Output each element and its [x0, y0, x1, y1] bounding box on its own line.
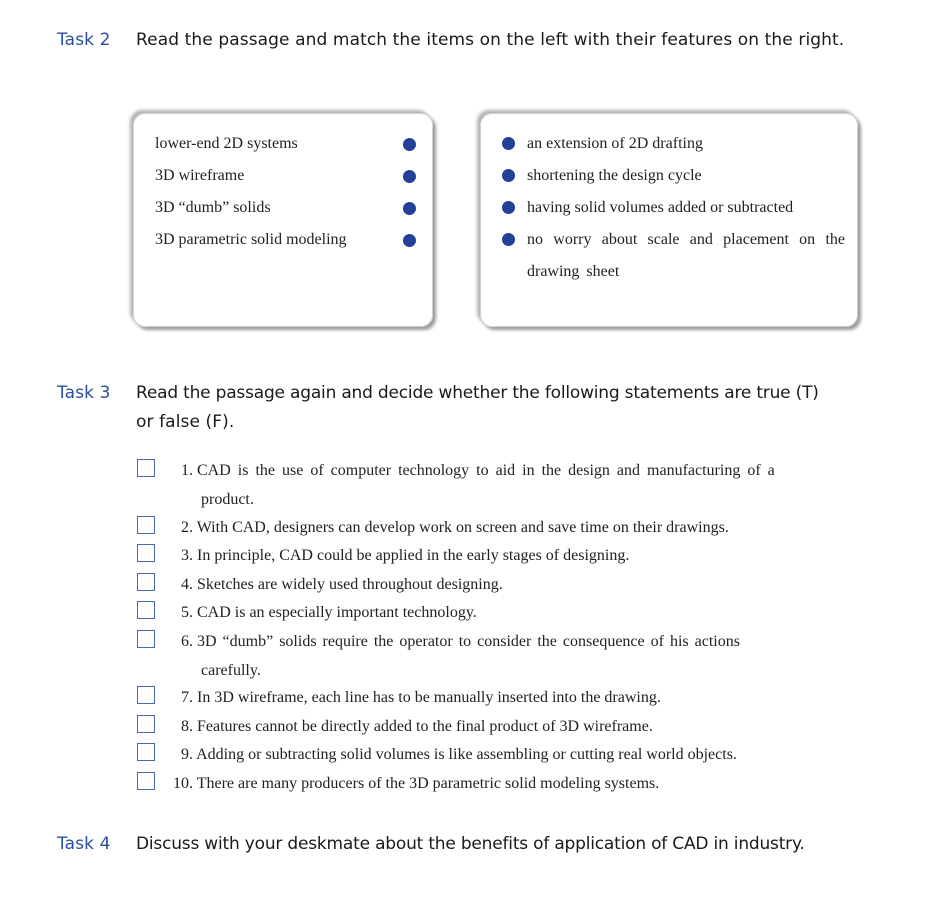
right-item: no worry about scale and placement on the drawing sheet [527, 231, 845, 280]
statement-number: 8. [181, 718, 193, 735]
match-dot-icon[interactable] [403, 170, 416, 183]
match-dot-icon[interactable] [502, 169, 515, 182]
statement-number: 5. [181, 604, 193, 621]
left-item: 3D parametric solid modeling [155, 231, 347, 248]
match-dot-icon[interactable] [502, 137, 515, 150]
tf-checkbox[interactable] [137, 772, 155, 790]
statement-body: 3D “dumb” solids require the operator to consider the consequence of his actions [197, 633, 740, 650]
task3-instruction [136, 379, 864, 437]
statement-number: 10. [173, 775, 193, 792]
right-item: shortening the design cycle [527, 167, 702, 184]
statement-body: In principle, CAD could be applied in the early stages of designing. [197, 547, 630, 564]
statement-body: With CAD, designers can develop work on screen and save time on their drawings. [196, 519, 729, 536]
left-item: 3D “dumb” solids [155, 199, 271, 216]
tf-checkbox[interactable] [137, 573, 155, 591]
statement-text [181, 571, 867, 600]
right-features-box [480, 113, 858, 327]
statement-text [181, 628, 867, 685]
statement-text [181, 599, 867, 628]
tf-checkbox[interactable] [137, 459, 155, 477]
tf-checkbox[interactable] [137, 743, 155, 761]
statement-body: Features cannot be directly added to the final product of 3D wireframe. [197, 718, 653, 735]
match-dot-icon[interactable] [403, 234, 416, 247]
statement-text [181, 542, 867, 571]
task4-instruction: Discuss with your deskmate about the benefits of application of CAD in industry. [136, 834, 805, 854]
task3-heading [57, 383, 867, 437]
statement-body: CAD is an especially important technology. [197, 604, 477, 621]
task4-heading [57, 834, 805, 854]
task3-instruction-line2: or false (F). [136, 412, 235, 432]
tf-checkbox[interactable] [137, 544, 155, 562]
statement-text [181, 684, 867, 713]
left-item: 3D wireframe [155, 167, 245, 184]
match-dot-icon[interactable] [502, 201, 515, 214]
task2-heading [57, 30, 844, 50]
tf-checkbox[interactable] [137, 686, 155, 704]
tf-checkbox[interactable] [137, 715, 155, 733]
task3-instruction-line1: Read the passage again and decide whether the following statements are true (T) [136, 383, 819, 403]
task4-label: Task 4 [57, 834, 111, 854]
left-item: lower-end 2D systems [155, 135, 298, 152]
task3-label: Task 3 [57, 383, 111, 403]
task2-label: Task 2 [57, 30, 111, 50]
statement-text [181, 457, 867, 514]
statement-number: 2. [181, 519, 193, 536]
statement-body: Adding or subtracting solid volumes is like assembling or cutting real world objects. [196, 746, 737, 763]
task2-instruction: Read the passage and match the items on the left with their features on the right. [136, 30, 845, 50]
match-dot-icon[interactable] [403, 202, 416, 215]
statement-number: 6. [181, 633, 193, 650]
statement-body: Sketches are widely used throughout designing. [197, 576, 503, 593]
statement-number: 1. [181, 462, 193, 479]
match-dot-icon[interactable] [403, 138, 416, 151]
statement-number: 9. [181, 746, 193, 763]
statement-continuation: product. [201, 490, 254, 508]
statement-body: There are many producers of the 3D parametric solid modeling systems. [196, 775, 660, 792]
statement-body: CAD is the use of computer technology to aid in the design and manufacturing of a [197, 462, 775, 479]
tf-checkbox[interactable] [137, 630, 155, 648]
match-dot-icon[interactable] [502, 233, 515, 246]
tf-checkbox[interactable] [137, 516, 155, 534]
statement-continuation: carefully. [201, 661, 261, 679]
statement-body: In 3D wireframe, each line has to be manually inserted into the drawing. [197, 689, 661, 706]
tf-checkbox[interactable] [137, 601, 155, 619]
right-item: an extension of 2D drafting [527, 135, 703, 152]
statement-text [181, 713, 867, 742]
left-items-box [133, 113, 433, 327]
statement-number: 3. [181, 547, 193, 564]
statement-number: 4. [181, 576, 193, 593]
statement-text [173, 770, 867, 799]
statement-text [181, 741, 867, 770]
statement-text [181, 514, 867, 543]
right-item: having solid volumes added or subtracted [527, 199, 794, 216]
statement-number: 7. [181, 689, 193, 706]
